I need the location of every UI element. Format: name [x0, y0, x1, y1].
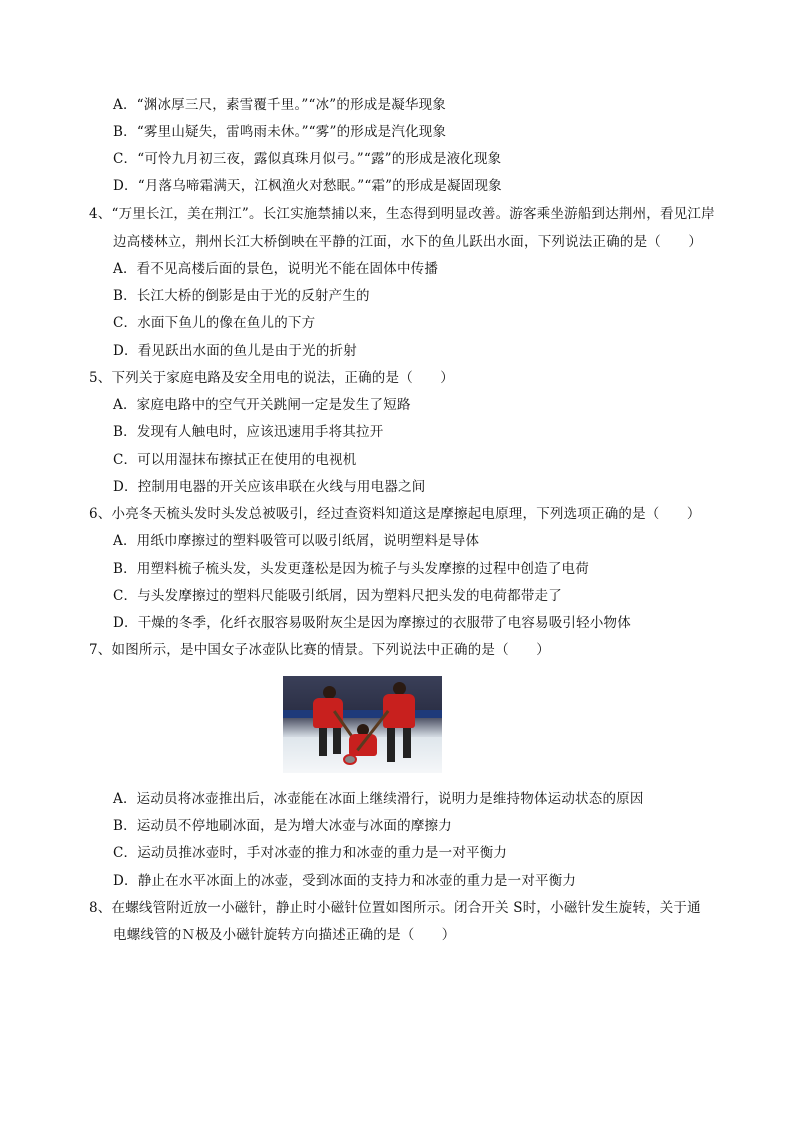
curling-stone	[343, 754, 357, 765]
sweeper-left-body	[313, 698, 343, 728]
sweeper-right-leg2	[403, 728, 411, 758]
q3-option-b: B．“雾里山疑失，雷鸣雨未休。”“雾”的形成是汽化现象	[113, 124, 447, 140]
q4-option-c: C．水面下鱼儿的像在鱼儿的下方	[113, 315, 316, 331]
q7-option-d: D．静止在水平冰面上的冰壶，受到冰面的支持力和冰壶的重力是一对平衡力	[113, 873, 577, 889]
q4-option-b: B．长江大桥的倒影是由于光的反射产生的	[113, 288, 370, 304]
q5-option-d: D．控制用电器的开关应该串联在火线与用电器之间	[113, 479, 426, 495]
q3-option-a: A．“渊冰厚三尺，素雪覆千里。”“冰”的形成是凝华现象	[113, 97, 447, 113]
q6-option-c: C．与头发摩擦过的塑料尺能吸引纸屑，因为塑料尺把头发的电荷都带走了	[113, 588, 562, 604]
sweeper-right-leg	[387, 728, 395, 762]
q5-stem: 5、下列关于家庭电路及安全用电的说法，正确的是（ ）	[89, 370, 454, 386]
q7-option-a: A．运动员将冰壶推出后，冰壶能在冰面上继续滑行，说明力是维持物体运动状态的原因	[113, 791, 644, 807]
q6-option-d: D．干燥的冬季，化纤衣服容易吸附灰尘是因为摩擦过的衣服带了电容易吸引轻小物体	[113, 615, 631, 631]
q6-option-a: A．用纸巾摩擦过的塑料吸管可以吸引纸屑，说明塑料是导体	[113, 533, 480, 549]
q8-stem-line1: 8、在螺线管附近放一小磁针，静止时小磁针位置如图所示。闭合开关 S时，小磁针发生旋转，关于通	[89, 900, 701, 916]
q3-option-c: C．“可怜九月初三夜，露似真珠月似弓。”“露”的形成是液化现象	[113, 151, 502, 167]
q8-stem-line2: 电螺线管的Ｎ极及小磁针旋转方向描述正确的是（ ）	[113, 927, 456, 943]
q4-option-d: D．看见跃出水面的鱼儿是由于光的折射	[113, 343, 357, 359]
q3-option-d: D．“月落乌啼霜满天，江枫渔火对愁眠。”“霜”的形成是凝固现象	[113, 178, 502, 194]
q4-stem-line1: 4、“万里长江，美在荆江”。长江实施禁捕以来，生态得到明显改善。游客乘坐游船到达荆州，看见江岸	[89, 206, 715, 222]
q4-stem-line2: 边高楼林立，荆州长江大桥倒映在平静的江面，水下的鱼儿跃出水面，下列说法正确的是（ ）	[113, 234, 703, 250]
q6-stem: 6、小亮冬天梳头发时头发总被吸引，经过查资料知道这是摩擦起电原理，下列选项正确的是（ ）	[89, 506, 701, 522]
q5-option-c: C．可以用湿抹布擦拭正在使用的电视机	[113, 452, 357, 468]
sweeper-left-leg2	[333, 728, 341, 754]
q5-option-b: B．发现有人触电时，应该迅速用手将其拉开	[113, 424, 384, 440]
q7-option-b: B．运动员不停地刷冰面，是为增大冰壶与冰面的摩擦力	[113, 818, 452, 834]
q7-stem: 7、如图所示，是中国女子冰壶队比赛的情景。下列说法中正确的是（ ）	[89, 642, 550, 658]
sweeper-left-leg	[319, 728, 327, 756]
q6-option-b: B．用塑料梳子梳头发，头发更蓬松是因为梳子与头发摩擦的过程中创造了电荷	[113, 561, 589, 577]
q5-option-a: A．家庭电路中的空气开关跳闸一定是发生了短路	[113, 397, 411, 413]
arena-board	[283, 710, 442, 718]
q4-option-a: A．看不见高楼后面的景色，说明光不能在固体中传播	[113, 261, 439, 277]
q7-option-c: C．运动员推冰壶时，手对冰壶的推力和冰壶的重力是一对平衡力	[113, 845, 508, 861]
curling-photo	[283, 676, 442, 773]
